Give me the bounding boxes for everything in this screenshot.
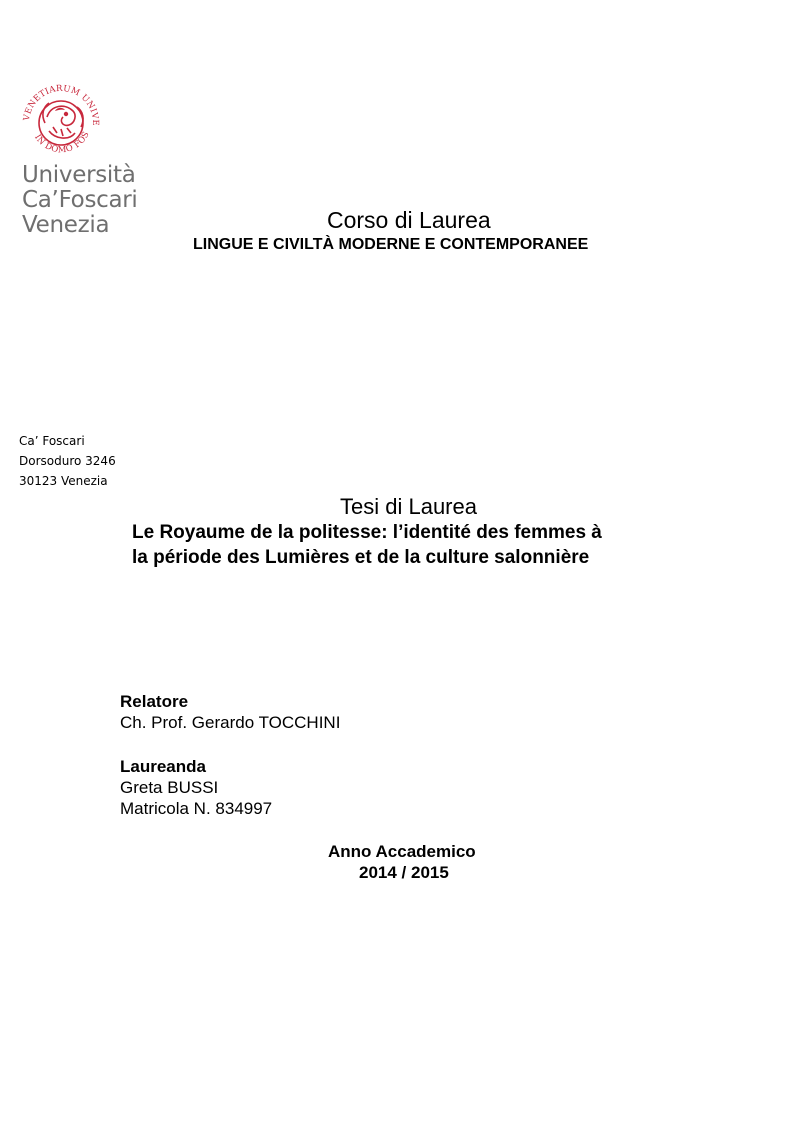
course-title: Corso di Laurea [327,207,491,233]
laureanda-label: Laureanda [120,757,206,776]
thesis-label: Tesi di Laurea [340,494,477,519]
university-address [19,431,116,491]
laureanda-name: Greta BUSSI [120,778,219,797]
address-line-1: Ca’ Foscari [19,434,85,448]
academic-year-value: 2014 / 2015 [359,863,449,882]
matricola-number: Matricola N. 834997 [120,799,273,818]
svg-text:IN DOMO FOSCARI: IN DOMO FOS [32,129,92,156]
wordmark-line-1: Università [22,162,136,188]
laureanda-block [120,756,272,819]
thesis-title [132,520,692,570]
relatore-name: Ch. Prof. Gerardo TOCCHINI [120,713,341,732]
academic-year-label: Anno Accademico [328,842,476,861]
address-line-2: Dorsoduro 3246 [19,454,116,468]
svg-text:VENETIARUM UNIVERSITAS: VENETIARUM UNIVE [21,83,101,127]
relatore-block [120,691,340,733]
thesis-title-line-1: Le Royaume de la politesse: l’identité des femmes à [132,522,602,543]
thesis-title-line-2: la période des Lumières et de la culture salonnière [132,547,590,568]
course-name: LINGUE E CIVILTÀ MODERNE E CONTEMPORANEE [193,236,589,253]
address-line-3: 30123 Venezia [19,474,108,488]
seal-graphic [19,81,103,161]
relatore-label: Relatore [120,692,189,711]
wordmark-line-3: Venezia [22,212,110,238]
university-wordmark [22,163,138,238]
university-seal-logo [19,81,103,161]
wordmark-line-2: Ca’Foscari [22,187,138,213]
